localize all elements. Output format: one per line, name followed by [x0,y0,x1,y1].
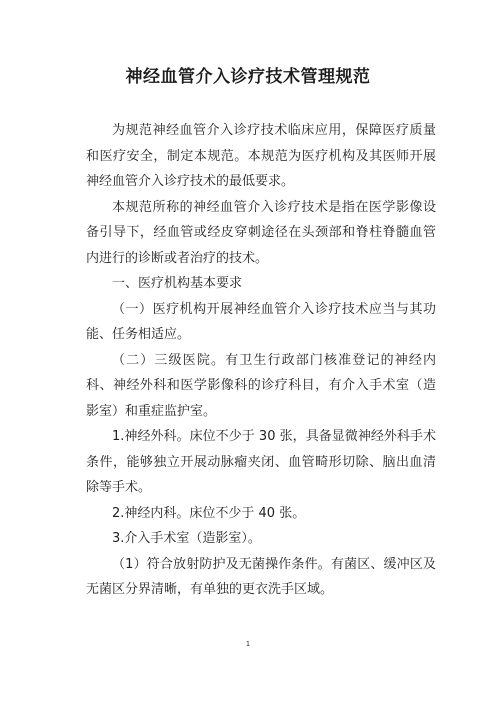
paragraph-intervention-room: 3.介入手术室（造影室）。 [112,531,261,546]
paragraph-item-1: （一）医疗机构开展神经血管介入诊疗技术应当与其功能、任务相适应。 [86,301,436,342]
paragraph-purpose: 为规范神经血管介入诊疗技术临床应用，保障医疗质量和医疗安全，制定本规范。本规范为医疗机构及其医师开展神经血管介入诊疗技术的最低要求。 [86,123,436,189]
paragraph-neurosurgery: 1.神经外科。床位不少于 30 张，具备显微神经外科手术条件，能够独立开展动脉瘤夹闭、血管畸形切除、脑出血清除等手术。 [86,429,436,495]
paragraph-neurology: 2.神经内科。床位不少于 40 张。 [112,505,306,521]
page-number: 1 [245,640,251,648]
section-heading-institution-requirements: 一、医疗机构基本要求 [112,276,243,291]
document-title: 神经血管介入诊疗技术管理规范 [125,67,371,87]
paragraph-radiation-protection: （1）符合放射防护及无菌操作条件。有菌区、缓冲区及无菌区分界清晰，有单独的更衣洗手区域。 [86,556,436,597]
paragraph-definition: 本规范所称的神经血管介入诊疗技术是指在医学影像设备引导下，经血管或经皮穿刺途径在头颈部和脊柱脊髓血管内进行的诊断或者治疗的技术。 [86,199,436,266]
paragraph-item-2: （二）三级医院。有卫生行政部门核准登记的神经内科、神经外科和医学影像科的诊疗科目，有介入手术室（造影室）和重症监护室。 [86,352,436,419]
document-body [86,118,436,603]
